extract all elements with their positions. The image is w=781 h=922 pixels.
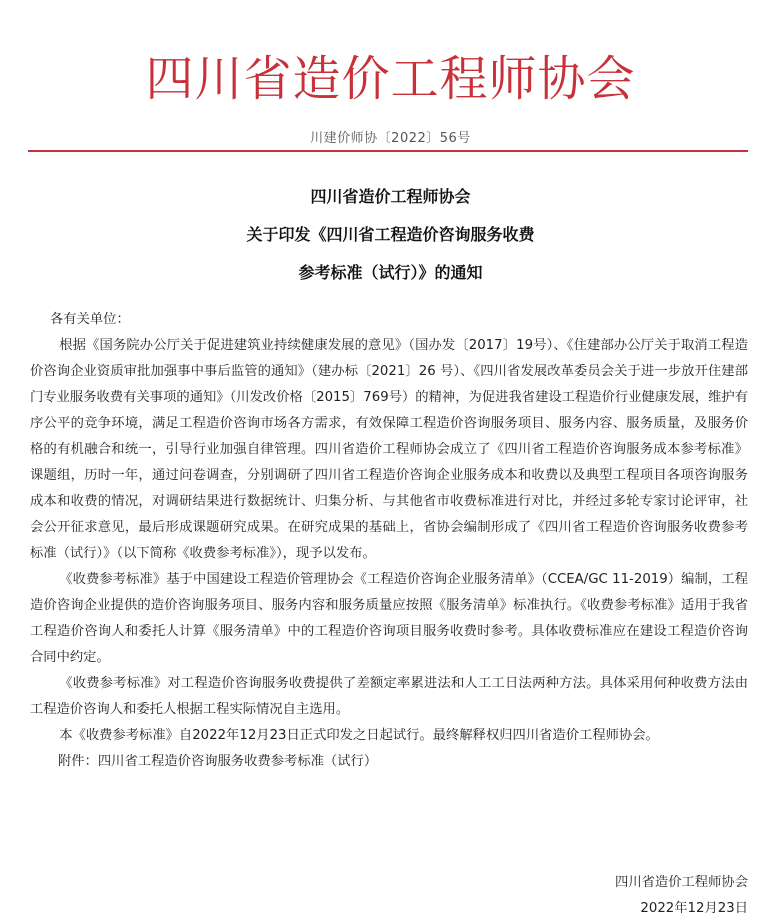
- document-number: 川建价师协〔2022〕56号: [310, 131, 471, 146]
- notice-title-line2: 关于印发《四川省工程造价咨询服务收费: [246, 225, 535, 244]
- attachment-line: 附件：四川省工程造价咨询服务收费参考标准（试行）: [58, 754, 378, 769]
- notice-title-line3: 参考标准（试行）》的通知: [298, 263, 483, 282]
- org-letterhead-title: 四川省造价工程师协会: [145, 51, 636, 107]
- letterhead-divider: [28, 150, 748, 152]
- paragraph-scope: 《收费参考标准》基于中国建设工程造价管理协会《工程造价咨询企业服务清单》（CCEA/GC 11-2019）编制，工程造价咨询企业提供的造价咨询服务项目、服务内容和服务质量应按照《服务清单》标准执行。《收费参考标准》适用于我省工程造价咨询人和委托人计算《服务清单》中的工程造价咨询项目服务收费时参考。具体收费标准应在建设工程造价咨询合同中约定。: [30, 572, 748, 665]
- signature-date: 2022年12月23日: [640, 901, 748, 916]
- document-body: [30, 307, 748, 775]
- paragraph-basis: 根据《国务院办公厅关于促进建筑业持续健康发展的意见》（国办发〔2017〕19号）、《住建部办公厅关于取消工程造价咨询企业资质审批加强事中事后监管的通知》（建办标〔2021〕26 号）、《四川省发展改革委员会关于进一步放开住建部门专业服务收费有关事项的通知》（川发改价格〔2015〕769号）的精神，为促进我省建设工程造价行业健康发展，维护有序公平的竞争环境，满足工程造价咨询市场各方需求，有效保障工程造价咨询服务项目、服务内容、服务质量，及服务价格的有机融合和统一，引导行业加强自律管理。四川省造价工程师协会成立了《四川省工程造价咨询服务成本参考标准》课题组，历时一年，通过问卷调查，分别调研了四川省工程造价咨询企业服务成本和收费以及典型工程项目各项咨询服务成本和收费的情况，对调研结果进行数据统计、归集分析、与其他省市收费标准进行对比，并经过多轮专家讨论评审，社会公开征求意见，最后形成课题研究成果。在研究成果的基础上，省协会编制形成了《四川省工程造价咨询服务收费参考标准（试行）》（以下简称《收费参考标准》），现予以发布。: [30, 338, 748, 561]
- paragraph-methods: 《收费参考标准》对工程造价咨询服务收费提供了差额定率累进法和人工工日法两种方法。具体采用何种收费方法由工程造价咨询人和委托人根据工程实际情况自主选用。: [30, 676, 748, 717]
- signature-block: [615, 870, 748, 922]
- paragraph-effective-date: 本《收费参考标准》自2022年12月23日正式印发之日起试行。最终解释权归四川省造价工程师协会。: [59, 728, 659, 743]
- notice-title-line1: 四川省造价工程师协会: [310, 187, 471, 206]
- notice-title: [0, 178, 781, 292]
- salutation: 各有关单位：: [50, 312, 130, 327]
- signature-organization: 四川省造价工程师协会: [615, 875, 748, 890]
